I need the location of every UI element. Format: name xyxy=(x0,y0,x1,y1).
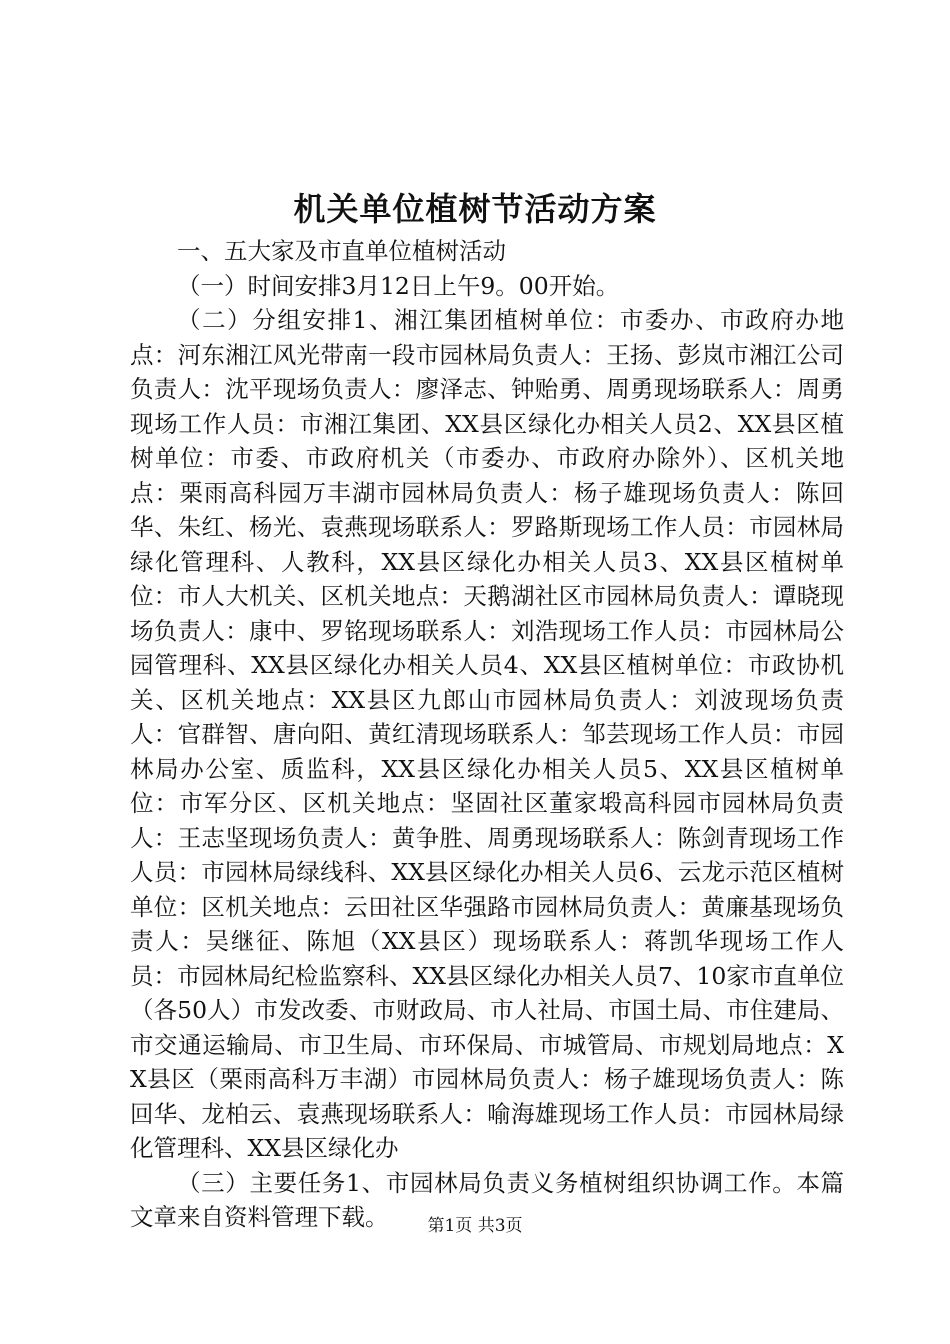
page-footer: 第1页 共3页 xyxy=(427,1216,523,1236)
paragraph-time: （一）时间安排3月12日上午9。00开始。 xyxy=(177,271,620,300)
paragraph-grouping: （二）分组安排1、湘江集团植树单位：市委办、市政府办地点：河东湘江风光带南一段市园林局负责人：王扬、彭岚市湘江公司负责人：沈平现场负责人：廖泽志、钟贻勇、周勇现场联系人：周勇现场工作人员：市湘江集团、XX县区绿化办相关人员2、XX县区植树单位：市委、市政府机关（市委办、市政府办除外）、区机关地点：栗雨高科园万丰湖市园林局负责人：杨子雄现场负责人：陈回华、朱红、杨光、袁燕现场联系人：罗路斯现场工作人员：市园林局绿化管理科、人教科，XX县区绿化办相关人员3、XX县区植树单位：市人大机关、区机关地点：天鹅湖社区市园林局负责人：谭晓现场负责人：康中、罗铭现场联系人：刘浩现场工作人员：市园林局公园管理科、XX县区绿化办相关人员4、XX县区植树单位：市政协机关、区机关地点：XX县区九郎山市园林局负责人：刘波现场负责人：官群智、唐向阳、黄红清现场联系人：邹芸现场工作人员：市园林局办公室、质监科，XX县区绿化办相关人员5、XX县区植树单位：市军分区、区机关地点：坚固社区董家塅高科园市园林局负责人：王志坚现场负责人：黄争胜、周勇现场联系人：陈剑青现场工作人员：市园林局绿线科、XX县区绿化办相关人员6、云龙示范区植树单位：区机关地点：云田社区华强路市园林局负责人：黄廉基现场负责人：吴继征、陈旭（XX县区）现场联系人：蒋凯华现场工作人员：市园林局纪检监察科、XX县区绿化办相关人员7、10家市直单位（各50人）市发改委、市财政局、市人社局、市国土局、市住建局、市交通运输局、市卫生局、市环保局、市城管局、市规划局地点：XX县区（栗雨高科万丰湖）市园林局负责人：杨子雄现场负责人：陈回华、龙柏云、袁燕现场联系人：喻海雄现场工作人员：市园林局绿化管理科、XX县区绿化办 xyxy=(130,306,844,1162)
section-heading: 一、五大家及市直单位植树活动 xyxy=(177,237,506,265)
paragraph-tasks: （三）主要任务1、市园林局负责义务植树组织协调工作。本篇文章来自资料管理下载。 xyxy=(130,1168,844,1231)
document-body xyxy=(130,234,844,1235)
document-title: 机关单位植树节活动方案 xyxy=(293,190,657,228)
